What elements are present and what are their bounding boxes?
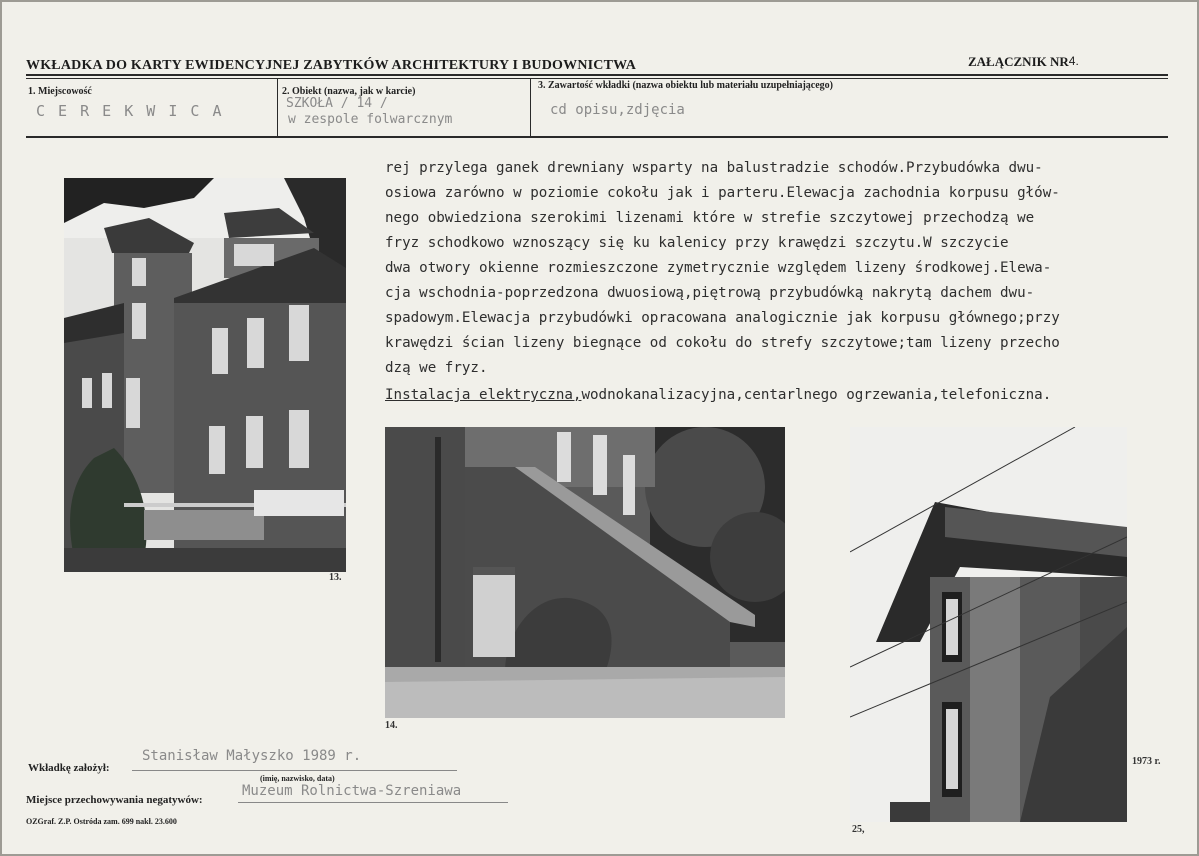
card-title: WKŁADKA DO KARTY EWIDENCYJNEJ ZABYTKÓW ARCHITEKTURY I BUDOWNICTWA xyxy=(26,58,637,73)
created-value: Stanisław Małyszko 1989 r. xyxy=(142,748,362,764)
description-line: cja wschodnia-poprzedzona dwuosiową,piętrową przybudówką nakrytą dachem dwu- xyxy=(385,285,1035,301)
installations-electric: Instalacja elektryczna, xyxy=(385,387,582,403)
installations-line xyxy=(385,386,1171,404)
created-label: Wkładkę założył: xyxy=(28,762,110,774)
photo-year: 1973 r. xyxy=(1132,756,1161,767)
attachment-text: ZAŁĄCZNIK NR xyxy=(968,54,1069,69)
photo-number-13: 13. xyxy=(329,572,342,583)
printer-note: OZGraf. Z.P. Ostróda zam. 699 nakł. 23.600 xyxy=(26,817,177,826)
installations-rest: wodnokanalizacyjna,centarlnego ogrzewania,telefoniczna. xyxy=(581,387,1052,403)
field-divider-2 xyxy=(530,79,531,136)
contents-value: cd opisu,zdjęcia xyxy=(550,102,685,118)
description-line: dwa otwory okienne rozmieszczone zymetrycznie względem lizeny środkowej.Elewa- xyxy=(385,260,1052,276)
storage-line xyxy=(238,802,508,803)
header-rule-top xyxy=(26,74,1168,76)
created-line xyxy=(132,770,457,771)
description-line: fryz schodkowo wznoszący się ku kalenicy przy krawędzi szczytu.W szczycie xyxy=(385,235,1009,251)
photo-school-building xyxy=(64,178,346,572)
photo-gable-detail xyxy=(850,427,1127,822)
description-line: krawędzi ścian lizeny biegnące od cokołu do strefy szczytowe;tam lizeny przecho xyxy=(385,335,1060,351)
photo-number-14: 14. xyxy=(385,720,398,731)
description-line: rej przylega ganek drewniany wsparty na balustradzie schodów.Przybudówka dwu- xyxy=(385,160,1043,176)
description-line: spadowym.Elewacja przybudówki opracowana analogicznie jak korpusu głównego;przy xyxy=(385,310,1060,326)
object-value-1: SZKOŁA / 14 / xyxy=(286,96,388,111)
header-rule-bottom xyxy=(26,136,1168,138)
description-line: osiowa zarówno w poziomie cokołu jak i parteru.Elewacja zachodnia korpusu głów- xyxy=(385,185,1060,201)
object-value-2: w zespole folwarcznym xyxy=(288,112,453,127)
photo-number-25: 25, xyxy=(852,824,865,835)
locality-value: C E R E K W I C A xyxy=(36,102,224,120)
locality-label: 1. Miejscowość xyxy=(28,86,92,97)
field-divider-1 xyxy=(277,79,278,136)
storage-label: Miejsce przechowywania negatywów: xyxy=(26,794,203,806)
created-hint: (imię, nazwisko, data) xyxy=(260,774,335,783)
contents-label: 3. Zawartość wkładki (nazwa obiektu lub materiału uzupełniającego) xyxy=(538,80,834,91)
photo-side-stairs xyxy=(385,427,785,718)
description-line: nego obwiedziona szerokimi lizenami które w strefie szczytowej przechodzą we xyxy=(385,210,1035,226)
header-rule-top-thin xyxy=(26,78,1168,79)
attachment-number: 4. xyxy=(1068,54,1079,68)
object-label: 2. Obiekt (nazwa, jak w karcie) xyxy=(282,86,416,97)
storage-value: Muzeum Rolnictwa-Szreniawa xyxy=(242,783,462,799)
attachment-label xyxy=(968,54,1079,70)
description-line: dzą we fryz. xyxy=(385,360,488,376)
